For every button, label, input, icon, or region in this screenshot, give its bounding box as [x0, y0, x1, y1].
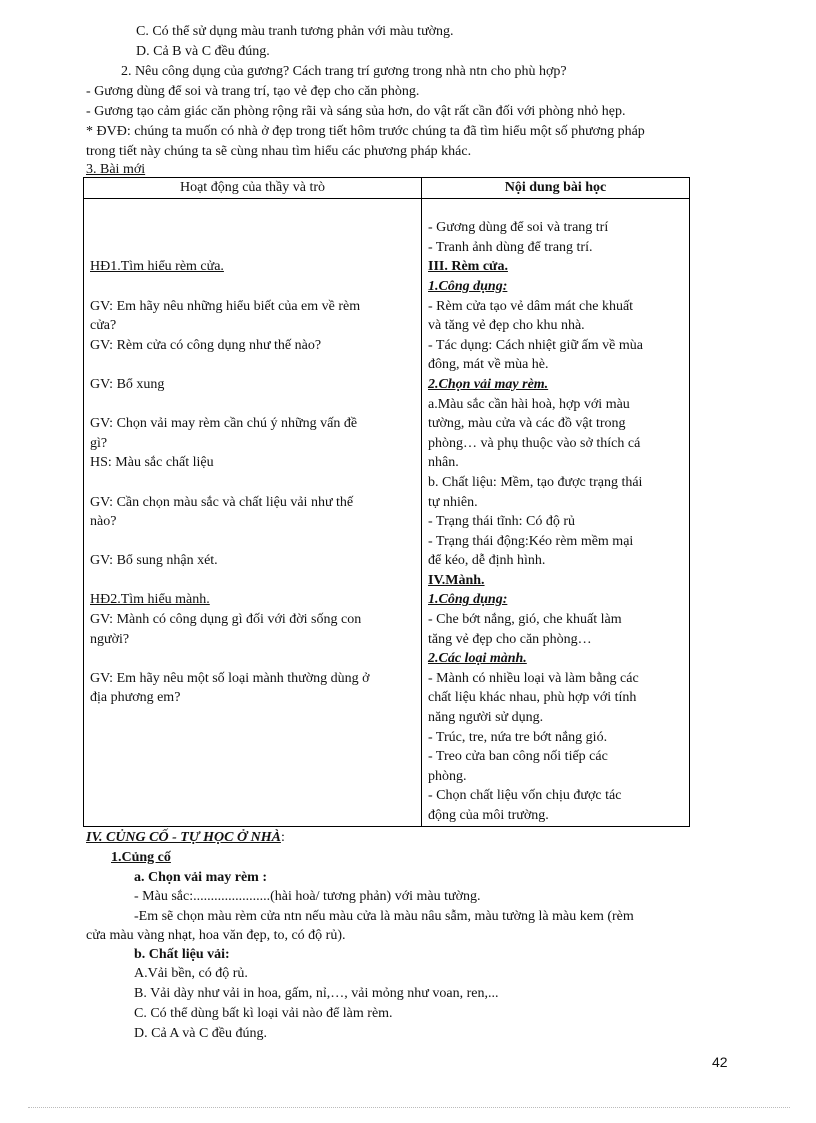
subsection-heading: 1.Công dụng:: [428, 278, 508, 294]
cell-line: GV: Cần chọn màu sắc và chất liệu vải như thế: [90, 494, 354, 510]
content-cell: [422, 198, 690, 826]
cell-line: [90, 395, 415, 415]
section-iii-heading: III. Rèm cửa.: [428, 259, 508, 275]
cell-line: [428, 199, 683, 219]
activity-1-heading: HĐ1.Tìm hiểu rèm cửa.: [90, 259, 224, 275]
cell-line: nhân.: [428, 455, 459, 471]
cell-line: GV: Em hãy nêu một số loại mành thường dùng ở: [90, 670, 370, 686]
cell-line: động của môi trường.: [428, 808, 549, 823]
option-b: B. Vải dày như vải in hoa, gấm, nỉ,…, vải mỏng như voan, ren,...: [134, 986, 499, 1001]
review-heading: IV. CỦNG CỐ - TỰ HỌC Ở NHÀ: [86, 830, 281, 845]
consolidation-heading: 1.Củng cố: [111, 850, 171, 865]
question-2: 2. Nêu công dụng của gương? Cách trang trí gương trong nhà ntn cho phù hợp?: [121, 64, 567, 79]
cell-line: GV: Bổ xung: [90, 376, 165, 392]
cell-line: GV: Rèm cửa có công dụng như thế nào?: [90, 337, 322, 353]
cell-line: a.Màu sắc cần hài hoà, hợp với màu: [428, 396, 630, 412]
answer-line-1: - Gương dùng để soi và trang trí, tạo vẻ đẹp cho căn phòng.: [86, 84, 420, 99]
part-a-line-2: -Em sẽ chọn màu rèm cửa ntn nếu màu cửa là màu nâu sẫm, màu tường là màu kem (rèm: [134, 909, 634, 924]
cell-line: HS: Màu sắc chất liệu: [90, 455, 214, 471]
cell-line: nào?: [90, 514, 117, 530]
cell-line: GV: Em hãy nêu những hiểu biết của em về rèm: [90, 298, 361, 314]
cell-line: - Trạng thái tĩnh: Có độ rủ: [428, 514, 576, 530]
cell-line: b. Chất liệu: Mềm, tạo được trạng thái: [428, 474, 643, 490]
cell-line: [90, 199, 415, 219]
cell-line: gì?: [90, 435, 108, 451]
cell-line: [90, 238, 415, 258]
cell-line: tường, màu cửa và các đồ vật trong: [428, 416, 626, 432]
cell-line: tăng vẻ đẹp cho căn phòng…: [428, 631, 592, 647]
activities-cell: [84, 198, 422, 826]
activity-2-heading: HĐ2.Tìm hiểu mành.: [90, 592, 210, 608]
cell-line: phòng… và phụ thuộc vào sở thích cá: [428, 435, 641, 451]
cell-line: - Trúc, tre, nứa tre bớt nắng gió.: [428, 729, 608, 745]
page-number: 42: [712, 1054, 728, 1070]
header-activities: Hoạt động của thầy và trò: [84, 178, 422, 199]
cell-line: GV: Chọn vải may rèm cần chú ý những vấn đề: [90, 416, 358, 432]
review-heading-colon: :: [280, 830, 285, 845]
section-iv-heading: IV.Mành.: [428, 572, 485, 588]
review-heading-line: [86, 828, 285, 847]
option-a: A.Vải bền, có độ rủ.: [134, 966, 248, 981]
lesson-table: [83, 177, 690, 827]
cell-line: địa phương em?: [90, 690, 181, 706]
cell-line: tự nhiên.: [428, 494, 478, 510]
cell-line: đông, mát về mùa hè.: [428, 357, 549, 373]
cell-line: [90, 571, 415, 591]
cell-line: chất liệu khác nhau, phù hợp với tính: [428, 690, 637, 706]
cell-line: - Trạng thái động:Kéo rèm mềm mại: [428, 533, 634, 549]
cell-line: - Tác dụng: Cách nhiệt giữ ấm về mùa: [428, 337, 643, 353]
cell-line: [90, 277, 415, 297]
cell-line: - Che bớt nắng, gió, che khuất làm: [428, 612, 622, 628]
cell-line: và tăng vẻ đẹp cho khu nhà.: [428, 318, 585, 334]
cell-line: [90, 355, 415, 375]
cell-line: năng người sử dụng.: [428, 710, 544, 726]
cell-line: GV: Mành có công dụng gì đối với đời sống con: [90, 612, 362, 628]
cell-line: - Mành có nhiều loại và làm bằng các: [428, 670, 639, 686]
part-b-title: b. Chất liệu vải:: [134, 947, 230, 962]
subsection-heading: 2.Chọn vải may rèm.: [428, 376, 549, 392]
cell-line: [90, 218, 415, 238]
cell-line: - Rèm cửa tạo vẻ dâm mát che khuất: [428, 298, 634, 314]
dvd-line-2: trong tiết này chúng ta sẽ cùng nhau tìm hiểu các phương pháp khác.: [86, 144, 472, 159]
cell-line: phòng.: [428, 768, 467, 784]
cell-line: [90, 649, 415, 669]
cell-line: [90, 532, 415, 552]
subsection-heading: 1.Công dụng:: [428, 592, 508, 608]
cell-line: để kéo, dễ định hình.: [428, 553, 546, 569]
cell-line: - Treo cửa ban công nối tiếp các: [428, 749, 608, 765]
subsection-heading: 2.Các loại mành.: [428, 651, 527, 667]
answer-line-2: - Gương tạo cảm giác căn phòng rộng rãi và sáng sủa hơn, do vật rất cần đối với phòng nhỏ hẹp.: [86, 104, 626, 119]
cell-line: [90, 473, 415, 493]
option-c: C. Có thể dùng bất kì loại vải nào để làm rèm.: [134, 1006, 393, 1021]
option-d-line: D. Cả B và C đều đúng.: [136, 44, 270, 59]
part-a-line-3: cửa màu vàng nhạt, hoa văn đẹp, to, có độ rủ).: [86, 928, 346, 943]
cell-line: cửa?: [90, 318, 117, 334]
new-lesson-heading: 3. Bài mới: [86, 162, 146, 177]
page-bottom-divider: [28, 1107, 790, 1108]
cell-line: người?: [90, 631, 130, 647]
option-c-line: C. Có thể sử dụng màu tranh tương phản với màu tường.: [136, 24, 454, 39]
cell-line: - Gương dùng để soi và trang trí: [428, 220, 609, 236]
part-a-title: a. Chọn vải may rèm :: [134, 870, 267, 885]
cell-line: - Tranh ảnh dùng để trang trí.: [428, 239, 593, 255]
cell-line: - Chọn chất liệu vốn chịu được tác: [428, 788, 622, 804]
dvd-line-1: * ĐVĐ: chúng ta muốn có nhà ở đẹp trong tiết hôm trước chúng ta đã tìm hiểu một số phương pháp: [86, 124, 645, 139]
cell-line: GV: Bổ sung nhận xét.: [90, 553, 218, 569]
part-a-line-1: - Màu sắc:......................(hài hoà/ tương phản) với màu tường.: [134, 889, 481, 904]
option-d: D. Cả A và C đều đúng.: [134, 1026, 267, 1041]
header-content: Nội dung bài học: [422, 178, 690, 199]
